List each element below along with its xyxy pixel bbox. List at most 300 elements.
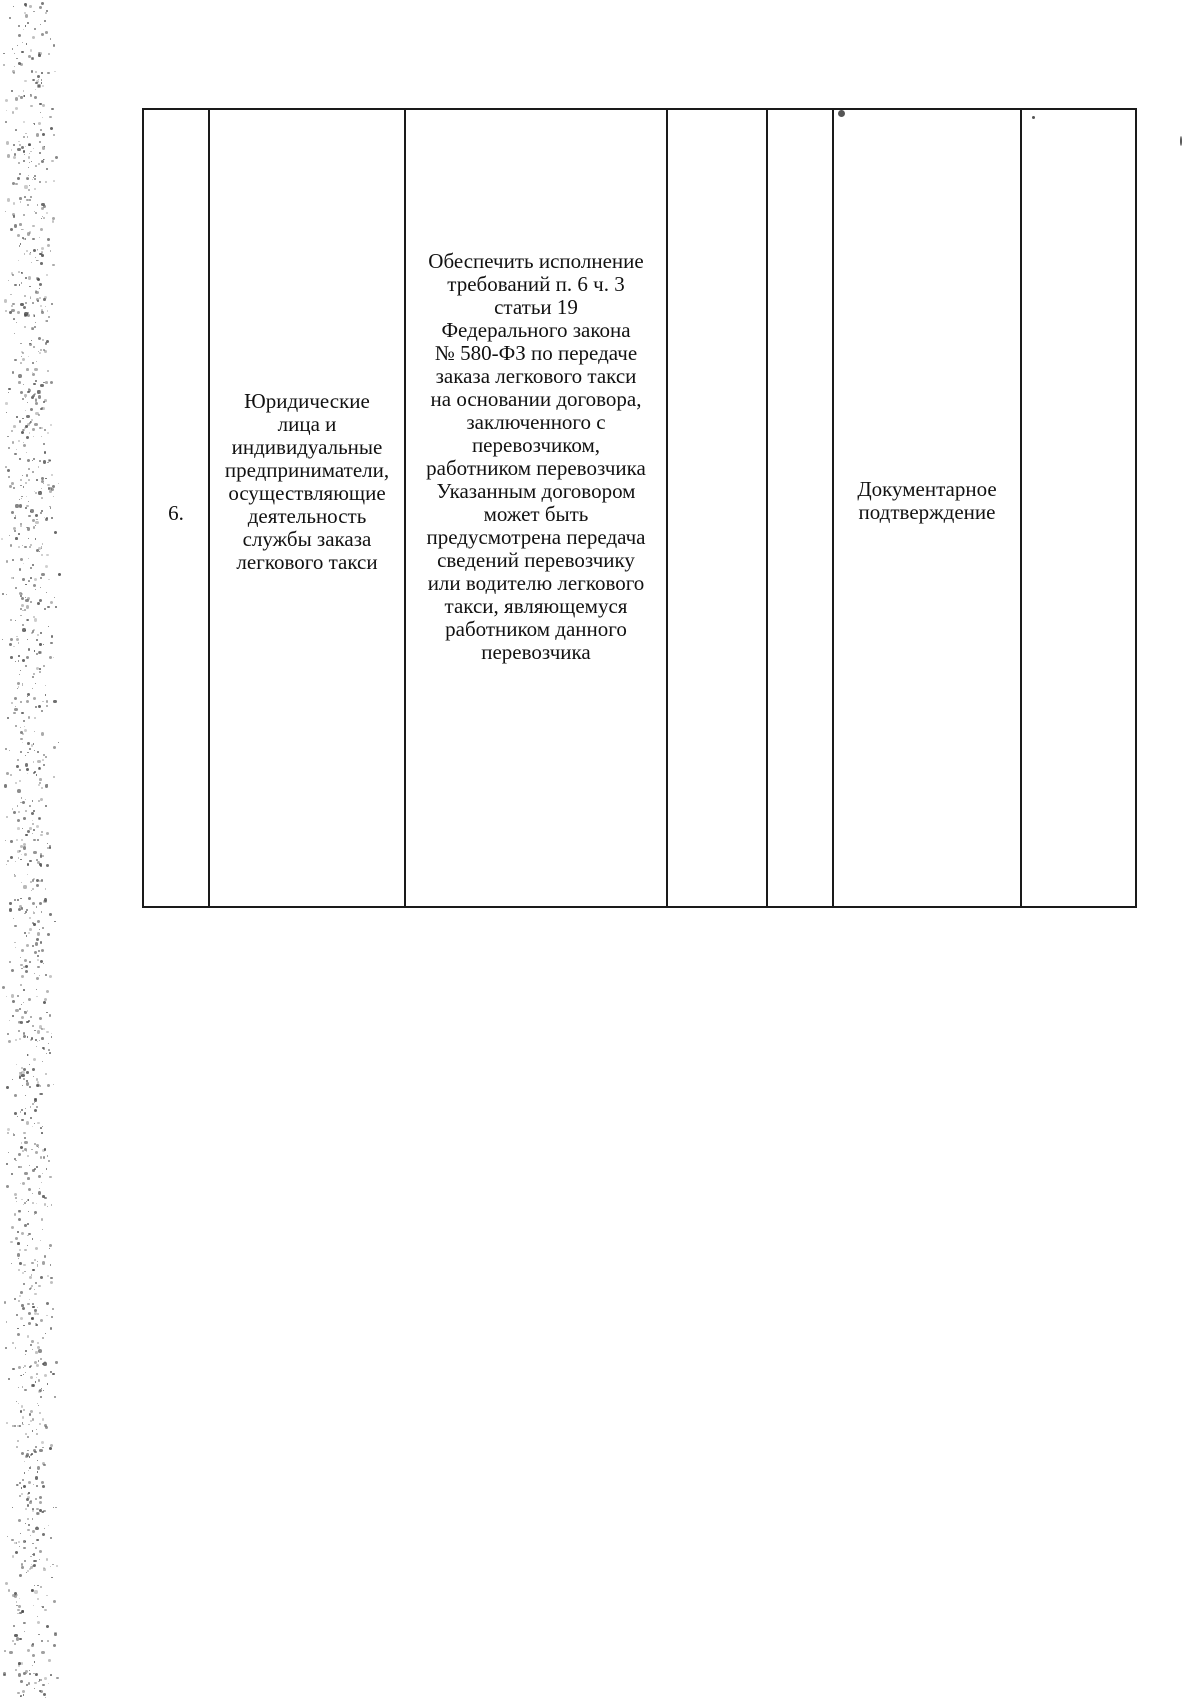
scan-speck	[41, 554, 43, 556]
scan-speck	[48, 1683, 49, 1684]
scan-speck	[33, 148, 34, 149]
scan-speck	[18, 642, 20, 644]
scan-speck	[17, 759, 19, 761]
scan-speck	[18, 1258, 20, 1260]
scan-speck	[20, 1680, 23, 1683]
scan-speck	[42, 1485, 45, 1488]
scan-speck	[30, 567, 32, 569]
scan-speck	[29, 1568, 31, 1570]
scan-speck	[23, 1367, 25, 1369]
scan-speck	[25, 14, 28, 17]
scan-speck	[12, 1000, 15, 1003]
scan-speck	[11, 1263, 13, 1265]
scan-speck	[46, 1302, 49, 1305]
scan-speck	[21, 907, 24, 910]
scan-speck	[51, 1036, 52, 1037]
confirmation-cell: Документарное подтверждение	[833, 109, 1021, 907]
scan-speck	[34, 1293, 37, 1296]
scan-speck	[12, 441, 15, 444]
scan-speck	[28, 932, 30, 934]
scan-speck	[30, 1039, 32, 1041]
scan-speck	[25, 755, 26, 756]
scan-speck	[40, 512, 42, 514]
scan-speck	[2, 639, 3, 640]
scan-speck	[27, 773, 29, 775]
scan-speck	[48, 1049, 50, 1051]
scan-speck	[25, 238, 27, 240]
scan-speck	[32, 820, 33, 821]
scan-speck	[32, 428, 35, 431]
scan-speck	[33, 673, 35, 675]
scan-speck	[38, 1349, 42, 1353]
scan-speck	[34, 188, 36, 190]
scan-speck	[27, 423, 30, 426]
scan-speck	[38, 337, 41, 340]
scan-speck	[33, 458, 35, 460]
scan-speck	[11, 149, 13, 151]
scan-speck	[28, 897, 31, 900]
scan-speck	[20, 1533, 21, 1534]
scan-speck	[35, 942, 38, 945]
scan-speck	[11, 305, 13, 307]
scan-speck	[36, 133, 39, 136]
scan-speck	[27, 693, 30, 696]
scan-speck	[30, 151, 32, 153]
scan-speck	[36, 1429, 38, 1431]
scan-speck	[38, 1681, 40, 1683]
scan-speck	[22, 418, 23, 419]
scan-speck	[44, 350, 47, 353]
scan-speck	[19, 1638, 21, 1640]
scan-speck	[39, 288, 40, 289]
scan-speck	[27, 863, 30, 866]
scan-speck	[49, 1052, 51, 1054]
scan-speck	[19, 223, 22, 226]
scan-speck	[50, 250, 52, 252]
scan-speck	[25, 799, 26, 800]
scan-speck	[40, 228, 43, 231]
scan-speck	[22, 1690, 25, 1693]
scan-speck	[33, 878, 36, 881]
scan-speck	[42, 85, 44, 87]
scan-speck	[23, 1283, 25, 1285]
scan-speck	[30, 105, 32, 107]
scan-speck	[35, 71, 37, 73]
scan-speck	[36, 1166, 38, 1168]
scan-speck	[11, 994, 14, 997]
scan-speck	[32, 1193, 33, 1194]
scan-speck	[19, 780, 21, 782]
scan-speck	[8, 1152, 9, 1153]
scan-speck	[5, 1347, 7, 1349]
scan-speck	[34, 1661, 36, 1663]
scan-speck	[35, 89, 36, 90]
scan-speck	[9, 535, 11, 537]
scan-speck	[44, 1197, 47, 1200]
scan-speck	[22, 1307, 25, 1310]
scan-speck	[9, 485, 12, 488]
scan-speck	[50, 38, 52, 40]
scan-speck	[24, 326, 26, 328]
scan-speck	[35, 212, 37, 214]
scan-speck	[52, 1564, 54, 1566]
scan-speck	[6, 816, 9, 819]
scan-speck	[48, 316, 50, 318]
scan-speck	[17, 1613, 19, 1615]
scan-speck	[10, 544, 13, 547]
scan-speck	[28, 998, 31, 1001]
scan-speck	[26, 415, 29, 418]
scan-speck	[27, 696, 28, 697]
scan-speck	[35, 683, 36, 684]
scan-speck	[14, 1298, 16, 1300]
scan-speck	[27, 1335, 30, 1338]
scan-speck	[9, 17, 11, 19]
scan-speck	[36, 653, 38, 655]
scan-speck	[23, 1002, 24, 1003]
scan-speck	[36, 639, 38, 641]
scan-speck	[42, 1126, 43, 1127]
scan-speck	[6, 141, 9, 144]
scan-speck	[33, 346, 35, 348]
scan-speck	[53, 657, 54, 658]
scan-speck	[46, 592, 48, 594]
scan-speck	[20, 1166, 22, 1168]
scan-speck	[16, 1401, 17, 1402]
scan-speck	[21, 1232, 24, 1235]
scan-speck	[27, 1177, 30, 1180]
scan-speck	[23, 444, 26, 447]
scan-speck	[29, 162, 30, 163]
scan-speck	[29, 917, 31, 919]
scan-speck	[21, 975, 24, 978]
scan-speck	[42, 1061, 43, 1062]
scan-speck	[35, 1498, 37, 1500]
scan-speck	[25, 763, 29, 767]
scan-speck	[11, 430, 13, 432]
scan-speck	[28, 479, 30, 481]
scan-speck	[34, 1590, 37, 1593]
scan-speck	[22, 683, 24, 685]
scan-speck	[5, 121, 7, 123]
scan-speck	[32, 519, 35, 522]
scan-speck	[31, 890, 32, 891]
scan-speck	[41, 2, 44, 5]
scan-speck	[22, 801, 25, 804]
scan-speck	[37, 966, 40, 969]
scan-speck	[24, 1271, 26, 1273]
scan-speck	[24, 1472, 26, 1474]
scan-speck	[35, 706, 37, 708]
scan-speck	[19, 245, 20, 246]
scan-speck	[6, 864, 8, 866]
scan-speck	[25, 665, 27, 667]
scan-speck	[25, 277, 27, 279]
scan-speck	[29, 432, 30, 433]
scan-speck	[5, 402, 8, 405]
scan-speck	[34, 28, 36, 30]
scan-speck	[48, 53, 50, 55]
scan-speck	[32, 564, 34, 566]
scan-speck	[39, 460, 41, 462]
scan-speck	[21, 968, 23, 970]
scan-speck	[46, 832, 49, 835]
scan-speck	[24, 729, 27, 732]
scan-speck	[25, 410, 26, 411]
scan-speck	[41, 879, 44, 882]
scan-speck	[20, 362, 22, 364]
scan-speck	[14, 1425, 16, 1427]
scan-speck	[34, 1688, 36, 1690]
scan-speck	[24, 609, 26, 611]
scan-speck	[23, 1264, 25, 1266]
scan-speck	[16, 1637, 19, 1640]
scan-speck	[23, 1374, 24, 1375]
scan-speck	[15, 725, 17, 727]
scan-speck	[30, 408, 33, 411]
scan-speck	[20, 751, 22, 753]
scan-speck	[32, 1126, 33, 1127]
scan-speck	[20, 898, 22, 900]
scan-speck	[44, 451, 47, 454]
scan-speck	[10, 294, 12, 296]
scan-speck	[8, 476, 10, 478]
scan-speck	[41, 497, 43, 499]
scan-speck	[50, 1674, 52, 1676]
scan-speck	[1180, 136, 1182, 146]
scan-speck	[11, 702, 13, 704]
scan-speck	[35, 380, 37, 382]
scan-speck	[18, 34, 21, 37]
scan-speck	[34, 1214, 35, 1215]
scan-speck	[41, 710, 43, 712]
scan-speck	[17, 1692, 20, 1695]
scan-speck	[25, 1433, 27, 1435]
scan-speck	[19, 1008, 21, 1010]
scan-speck	[20, 984, 22, 986]
scan-speck	[9, 961, 11, 963]
table-row	[143, 109, 1136, 907]
scan-speck	[21, 51, 24, 54]
scan-speck	[25, 482, 27, 484]
scan-speck	[8, 280, 9, 281]
scan-speck	[28, 1199, 30, 1201]
scan-speck	[29, 1456, 31, 1458]
scan-speck	[37, 751, 40, 754]
scan-speck	[23, 1078, 25, 1080]
scan-speck	[52, 220, 55, 223]
scan-speck	[40, 349, 42, 351]
scan-speck	[42, 1173, 43, 1174]
scan-speck	[17, 1333, 20, 1336]
scan-speck	[49, 1447, 52, 1450]
scan-speck	[26, 474, 29, 477]
scan-speck	[42, 104, 45, 107]
scan-speck	[41, 732, 44, 735]
scan-speck	[27, 1529, 30, 1532]
scan-speck	[7, 717, 9, 719]
scan-speck	[38, 122, 41, 125]
scan-speck	[39, 975, 40, 976]
scan-speck	[22, 628, 26, 632]
scan-speck	[17, 850, 20, 853]
scan-speck	[19, 1482, 21, 1484]
scan-speck	[34, 650, 36, 652]
scan-speck	[21, 282, 23, 284]
scan-speck	[7, 436, 9, 438]
scan-speck	[32, 1418, 34, 1420]
scan-speck	[33, 912, 35, 914]
scan-speck	[30, 577, 32, 579]
scan-speck	[40, 1396, 42, 1398]
scan-speck	[45, 685, 46, 686]
scan-speck	[15, 107, 18, 110]
scan-speck	[37, 1146, 38, 1147]
scan-speck	[43, 1568, 46, 1571]
scan-speck	[5, 748, 7, 750]
scan-speck	[27, 1496, 30, 1499]
scan-speck	[34, 175, 36, 177]
scan-speck	[54, 921, 56, 923]
scan-speck	[29, 1064, 30, 1065]
scan-speck	[21, 949, 24, 952]
scan-speck	[3, 1674, 5, 1676]
scan-speck	[25, 970, 28, 973]
scan-speck	[13, 144, 15, 146]
scan-speck	[26, 1071, 29, 1074]
scan-speck	[26, 1201, 28, 1203]
scan-speck	[16, 765, 19, 768]
scan-speck	[5, 466, 7, 468]
scan-speck	[43, 1028, 45, 1030]
scan-speck	[19, 504, 22, 507]
scan-speck	[40, 262, 43, 265]
scan-speck	[23, 1035, 26, 1038]
scan-speck	[41, 1640, 44, 1643]
scan-speck	[26, 1021, 29, 1024]
scan-speck	[20, 1291, 23, 1294]
scan-speck	[21, 498, 22, 499]
scan-speck	[41, 1481, 44, 1484]
scan-speck	[34, 1451, 37, 1454]
scan-speck	[11, 90, 13, 92]
scan-speck	[34, 326, 36, 328]
scan-speck	[1032, 116, 1035, 119]
scan-speck	[15, 537, 18, 540]
scan-speck	[27, 527, 31, 531]
scan-speck	[28, 1470, 29, 1471]
scan-speck	[45, 181, 47, 183]
scan-speck	[42, 339, 44, 341]
scan-speck	[14, 708, 18, 712]
scan-speck	[55, 606, 57, 608]
scan-speck	[23, 843, 26, 846]
scan-speck	[32, 1103, 34, 1105]
scan-speck	[39, 902, 42, 905]
scan-speck	[23, 1672, 26, 1675]
scan-speck	[18, 1030, 20, 1032]
scan-speck	[21, 882, 23, 884]
scan-speck	[48, 1525, 49, 1526]
scan-speck	[32, 225, 35, 228]
scan-speck	[37, 250, 38, 251]
scan-speck	[15, 1039, 17, 1041]
scan-speck	[49, 845, 51, 847]
scan-speck	[45, 306, 46, 307]
scan-speck	[6, 772, 9, 775]
scan-speck	[21, 1067, 23, 1069]
scan-speck	[42, 543, 44, 545]
scan-speck	[17, 899, 19, 901]
scan-speck	[49, 1244, 52, 1247]
scan-speck	[3, 64, 5, 66]
scan-speck	[17, 45, 19, 47]
scan-speck	[14, 224, 17, 227]
scan-speck	[47, 1275, 49, 1277]
scan-speck	[46, 1168, 48, 1170]
scan-speck	[31, 57, 34, 60]
scan-speck	[40, 129, 42, 131]
scan-speck	[24, 1249, 27, 1252]
scan-speck	[45, 1333, 47, 1335]
scan-speck	[43, 665, 45, 667]
scan-speck	[28, 1211, 29, 1212]
scan-speck	[24, 80, 26, 82]
scan-speck	[27, 1570, 29, 1572]
scan-speck	[44, 1528, 45, 1529]
scan-speck	[20, 201, 21, 202]
scan-speck	[41, 1037, 44, 1040]
scan-speck	[51, 488, 54, 491]
scan-speck	[40, 1276, 43, 1279]
scan-speck	[47, 310, 48, 311]
scan-speck	[22, 1272, 24, 1274]
scan-speck	[20, 96, 22, 98]
scan-speck	[26, 177, 29, 180]
scan-speck	[34, 178, 36, 180]
scan-speck	[58, 573, 61, 576]
scan-speck	[14, 284, 17, 287]
scan-speck	[33, 394, 35, 396]
scan-speck	[18, 162, 20, 164]
scan-speck	[52, 1373, 55, 1376]
scan-speck	[39, 181, 41, 183]
scan-speck	[24, 546, 27, 549]
scan-speck	[25, 397, 26, 398]
scan-speck	[43, 1156, 46, 1159]
scan-speck	[13, 318, 15, 320]
scan-speck	[38, 163, 40, 165]
scan-speck	[50, 1537, 52, 1539]
scan-speck	[55, 1361, 57, 1363]
scan-speck	[37, 1471, 39, 1473]
scan-speck	[51, 635, 53, 637]
scan-speck	[47, 238, 50, 241]
scan-speck	[7, 1033, 9, 1035]
scan-speck	[29, 153, 30, 154]
scan-speck	[33, 11, 35, 13]
scan-speck	[18, 271, 20, 273]
scan-speck	[18, 533, 20, 535]
scan-speck	[41, 254, 44, 257]
scan-speck	[14, 1193, 17, 1196]
scan-speck	[12, 808, 14, 810]
scan-speck	[22, 475, 23, 476]
scan-speck	[21, 1304, 24, 1307]
scan-speck	[39, 1550, 42, 1553]
scan-speck	[12, 48, 14, 50]
scan-speck	[18, 1673, 21, 1676]
